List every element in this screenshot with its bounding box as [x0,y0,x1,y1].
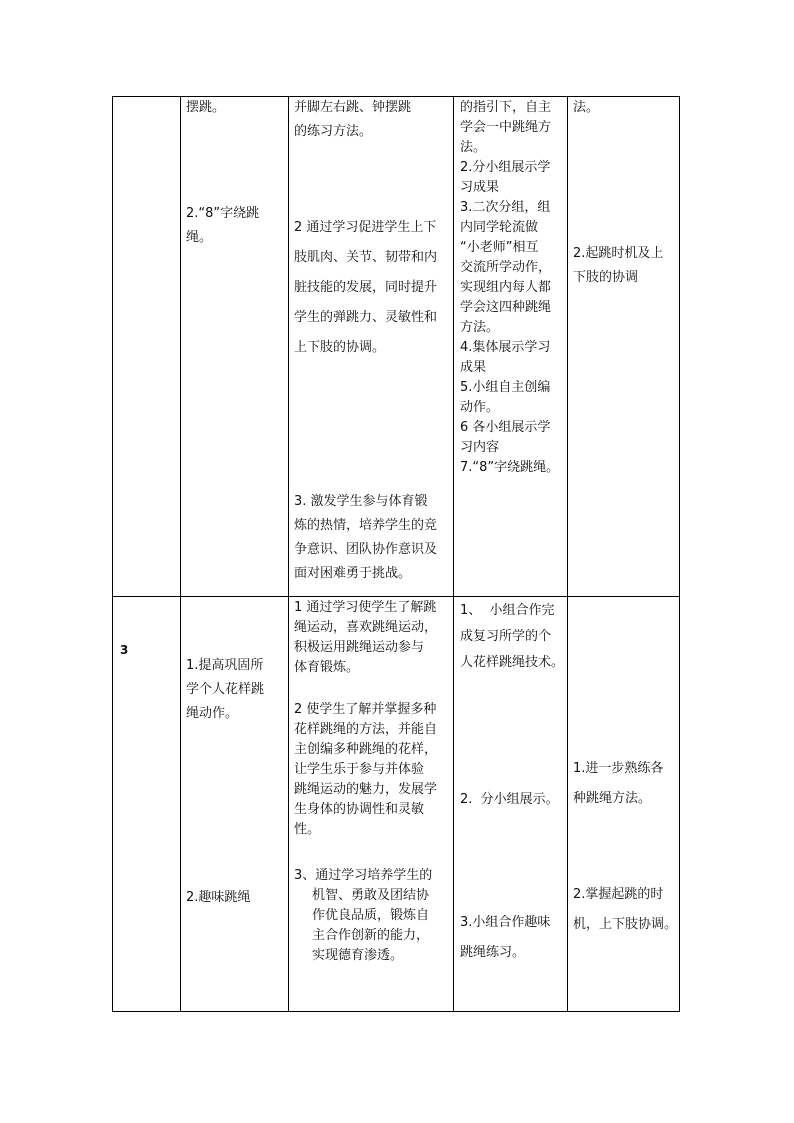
method-1: 1、 小组合作完 成复习所学的个 人花样跳绳技术。 [460,603,565,670]
key-point-cont: 法。 [573,100,600,115]
content-item-1: 1.提高巩固所 学个人花样跳 绳动作。 [186,658,265,721]
lesson-plan-table [112,96,680,1012]
table-bottom-border [112,1011,680,1012]
key-point-2: 2.掌握起跳的时 机，上下肢协调。 [573,887,678,932]
row-number: 3 [120,643,129,657]
method-steps: 的指引下，自主 学会一中跳绳方 法。 2.分小组展示学 习成果 3.二次分组，组 内同学轮流做 “小老师”相互 交流所学动作， 实现组内每人都 学会这四种跳绳 方法。 4.集体展示学习 成果 5.小组自主创编 动作。 6 各小组展示学 习内容 7.“8”字绕跳绳。 [460,100,560,475]
goal-2: 2 通过学习促进学生上下 肢肌肉、关节、韧带和内 脏技能的发展，同时提升 学生的弹跳力、灵敏性和 上下肢的协调。 [294,220,438,355]
content-item-2: 2.“8”字绕跳 绳。 [186,206,260,245]
goal-1: 1 通过学习使学生了解跳 绳运动，喜欢跳绳运动， 积极运用跳绳运动参与 体育锻炼。 [294,600,438,675]
content-item-cont: 摆跳。 [186,100,226,115]
goal-1-cont: 并脚左右跳、钟摆跳 的练习方法。 [294,100,412,139]
column-divider [288,96,289,1012]
row-divider [112,596,680,597]
table-left-border [112,96,113,1012]
key-point-1: 1.进一步熟练各 种跳绳方法。 [573,761,664,806]
goal-3: 3、通过学习培养学生的 机智、勇敢及团结协 作优良品质，锻炼自 主合作创新的能力， 实现德育渗透。 [294,868,433,963]
key-point-2: 2.起跳时机及上 下肢的协调 [573,246,664,285]
content-item-2: 2.趣味跳绳 [186,890,251,905]
method-3: 3.小组合作趣味 跳绳练习。 [460,915,551,960]
goal-2: 2 使学生了解并掌握多种 花样跳绳的方法，并能自 主创编多种跳绳的花样， 让学生乐于参与并体验 跳绳运动的魅力，发展学 生身体的协调性和灵敏 性。 [294,702,438,837]
method-2: 2. 分小组展示。 [460,792,559,807]
column-divider [180,96,181,1012]
table-right-border [679,96,680,1012]
goal-3: 3. 激发学生参与体育锻 炼的热情，培养学生的竞 争意识、团队协作意识及 面对困难勇于挑战。 [294,494,438,581]
